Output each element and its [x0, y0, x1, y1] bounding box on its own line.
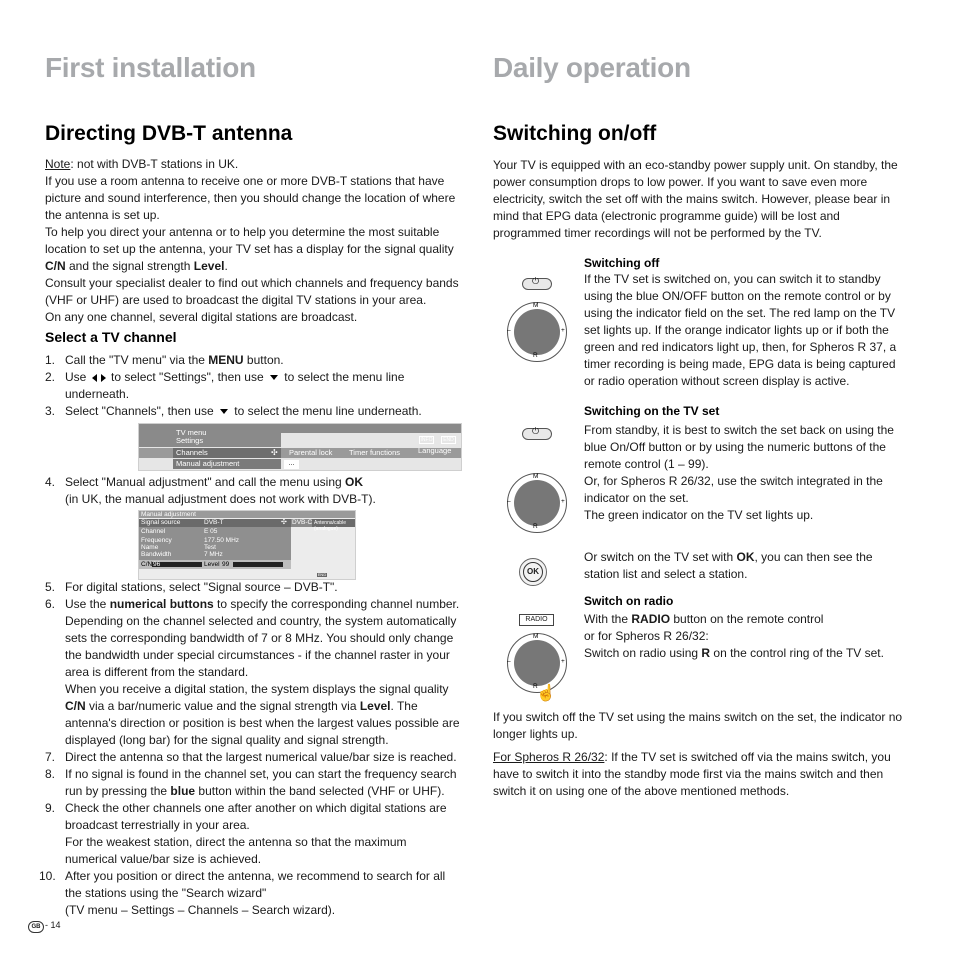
step-2: 2. Use to select "Settings", then use to select the menu line underneath. [45, 370, 405, 401]
step-8: 8. If no signal is found in the channel set, you can start the frequency search run by pressing the blue button within the band selected (VHF or UHF). [45, 767, 457, 798]
page-title-right: Daily operation [493, 52, 691, 83]
ok-text: Or switch on the TV set with OK, you can then see the station list and select a station. [584, 550, 873, 581]
radio-button-icon: RADIO [519, 614, 554, 626]
level-value: 99 [222, 561, 230, 568]
move-icon: ✣ [271, 448, 278, 457]
step-1: 1. Call the "TV menu" via the MENU button. [45, 353, 284, 367]
manual-row-value: DVB-T [204, 519, 224, 526]
option-antenna-cable: Antenna/cable (analogue) [314, 520, 346, 532]
option-dvb-c: DVB-C [292, 519, 313, 526]
switching-on-title: Switching on the TV set [584, 404, 720, 418]
menu-language: Language [418, 446, 452, 455]
switching-off-title: Switching off [584, 256, 660, 270]
left-arrow-icon [92, 374, 97, 382]
end-badge: END [441, 436, 456, 444]
ok-button-icon: OK [519, 558, 547, 586]
menu-timer-functions: Timer functions [349, 448, 400, 457]
menu-parental-lock: Parental lock [289, 448, 333, 457]
subsection-title-select-channel: Select a TV channel [45, 329, 177, 345]
step-7: 7. Direct the antenna so that the largest numerical value/bar size is reached. [45, 750, 457, 764]
switching-off-text: If the TV set is switched on, you can switch it to standby using the blue ON/OFF button on the remote control or by using the indicator field on the set. The red lamp on the TV set lights up. If the orange indicator lights up or if both the green and red indicators light up, then, for Spheros R 37, a timer recording is being made, EPG data is being captured or radio operation without screen display is active. [584, 272, 897, 388]
spheros-text: For Spheros R 26/32: If the TV set is switched off via the mains switch, you have to switch it into the standby mode first via the mains switch and then switch it on using one of the above mentioned methods. [493, 750, 891, 798]
menu-manual-adjustment: Manual adjustment [176, 459, 240, 468]
mains-text: If you switch off the TV set using the mains switch on the set, the indicator no longer lights up. [493, 710, 903, 741]
down-arrow-icon [270, 375, 278, 380]
right-arrow-icon [101, 374, 106, 382]
step-9: 9. Check the other channels one after another on which digital stations are broadcast terrestrially in your area. For the weakest station, direct the antenna so that the maximum numerical value/bar size is achieved. [45, 801, 447, 866]
menu-title: TV menu [176, 428, 207, 437]
manual-row-label: Bandwidth [141, 551, 172, 558]
manual-row-label: Frequency [141, 537, 172, 544]
step-10: 10. After you position or direct the antenna, we recommend to search for all the stations using the "Search wizard" (TV menu – Settings – Channels – Search wizard). [39, 869, 446, 917]
manual-row-value: 177.50 MHz [204, 537, 240, 544]
info-badge: INFO [420, 437, 433, 443]
cn-label: C/N [141, 561, 153, 568]
move-icon: ✣ [281, 519, 287, 526]
manual-row-value: 7 MHz [204, 551, 223, 558]
intro-text-right: Your TV is equipped with an eco-standby power supply unit. On standby, the power consumption drops to low power. If you want to save even more electricity, switch the set off with the mains switch. However, please bear in mind that EPG data (electronic programme guide) will be lost and programmed timer recordings will not be performed by the TV. [493, 158, 898, 240]
pointing-hand-icon: ☝ [536, 685, 556, 702]
control-ring-icon: M R – + [507, 633, 567, 693]
down-arrow-icon [220, 409, 228, 414]
manual-row-value: E 05 [204, 528, 218, 535]
switch-on-radio-text: With the RADIO button on the remote control or for Spheros R 26/32: Switch on radio using R on the control ring of the TV set. [584, 612, 884, 660]
switch-on-radio-title: Switch on radio [584, 594, 674, 608]
country-badge: GB [28, 921, 44, 933]
cn-value: 96 [153, 561, 161, 568]
page-number: - 14 [45, 920, 61, 930]
standby-button-icon: ⏻ [522, 428, 552, 440]
tv-menu-screenshot [138, 423, 462, 471]
note-label: Note [45, 157, 71, 171]
menu-settings: Settings [176, 436, 204, 445]
section-title-directing: Directing DVB-T antenna [45, 122, 293, 145]
manual-adjustment-screenshot [138, 510, 356, 580]
step-3: 3. Select "Channels", then use to select the menu line underneath. [45, 404, 422, 418]
standby-button-icon: ⏻ [522, 278, 552, 290]
intro-text-left [45, 156, 460, 326]
step-5: 5. For digital stations, select "Signal source – DVB-T". [45, 580, 338, 594]
menu-dots: ... [284, 460, 299, 469]
manual-row-label: Channel [141, 528, 166, 535]
end-badge: END [317, 572, 327, 577]
para1: If you use a room antenna to receive one or more DVB-T stations that have picture and sound interference, then you should change the location of where the antenna is set up. [45, 174, 456, 222]
level-label: Level [204, 561, 220, 568]
step-4: 4. Select "Manual adjustment" and call the menu using OK (in UK, the manual adjustment does not work with DVB-T). [45, 475, 376, 506]
menu-channels: Channels [176, 448, 208, 457]
manual-title: Manual adjustment [141, 511, 196, 518]
page-title-left: First installation [45, 52, 256, 83]
note-text: : not with DVB-T stations in UK. [70, 157, 239, 171]
para2: To help you direct your antenna or to help you determine the most suitable location to set up the antenna, your TV set has a display for the signal quality C/N and the signal strength Level. [45, 225, 454, 273]
steps-list-a [45, 352, 460, 420]
para3: Consult your specialist dealer to find out which channels and frequency bands (VHF or UHF) are used to broadcast the digital TV stations in your area. [45, 276, 459, 307]
control-ring-icon: M R – + [507, 473, 567, 533]
section-title-switching: Switching on/off [493, 122, 657, 145]
step-6: 6. Use the numerical buttons to specify the corresponding channel number. Depending on the channel selected and country, the system automatically sets the corresponding bandwidth of 7 or 8 MHz. You should only change the bandwidth under special circumstances - if the channel raster in your area is different from the standard. When you receive a digital station, the system displays the signal quality C/N via a bar/numeric value and the signal strength via Level. The antenna's direction or position is best when the largest values possible are displayed (long bar) for the signal quality and signal strength. [45, 597, 460, 747]
steps-list-b [45, 474, 460, 508]
control-ring-icon: M R – + [507, 302, 567, 362]
switching-on-text: From standby, it is best to switch the set back on using the blue On/Off button or by using the numeric buttons of the remote control (1 – 99). Or, for Spheros R 26/32, use the switch integrated in the indicator on the set. The green indicator on the TV set lights up. [584, 423, 894, 522]
manual-row-value: Test [204, 544, 216, 551]
para4: On any one channel, several digital stations are broadcast. [45, 310, 358, 324]
manual-row-label: Name [141, 544, 159, 551]
steps-list-c [39, 579, 460, 919]
manual-row-label: Signal source [141, 519, 181, 526]
